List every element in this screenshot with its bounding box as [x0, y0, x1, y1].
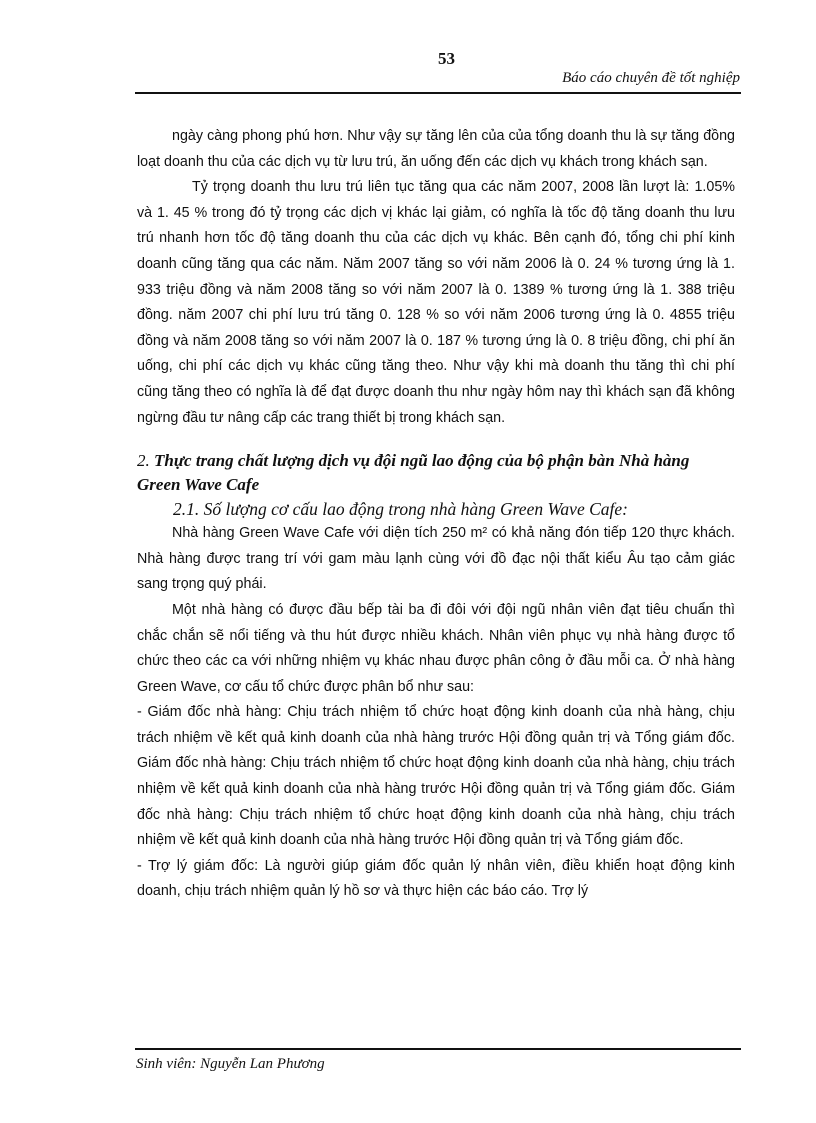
paragraph: ngày càng phong phú hơn. Như vậy sự tăng lên của của tổng doanh thu là sự tăng đồng loạt doanh thu của các dịch vụ từ lưu trú, ăn uống đến các dịch vụ khách trong khách sạn. — [137, 128, 735, 170]
header-title: Báo cáo chuyên đề tốt nghiệp — [562, 70, 740, 86]
paragraph: - Trợ lý giám đốc: Là người giúp giám đốc quản lý nhân viên, điều khiển hoạt động kinh doanh, chịu trách nhiệm quản lý hồ sơ và thực hiện các báo cáo. Trợ lý — [137, 857, 735, 900]
paragraph: Một nhà hàng có được đầu bếp tài ba đi đôi với đội ngũ nhân viên đạt tiêu chuẩn thì chắc chắn sẽ nổi tiếng và thu hút được nhiều khách. Nhân viên phục vụ nhà hàng được tổ chức theo các ca với những nhiệm vụ khác nhau được phân công ở đầu mỗi ca. Ở nhà hàng Green Wave, cơ cấu tổ chức được phân bổ như sau: — [137, 601, 735, 695]
document-body — [137, 124, 735, 905]
header-rule — [135, 92, 741, 94]
subsection-heading: 2.1. Số lượng cơ cấu lao động trong nhà hàng Green Wave Cafe: — [173, 499, 628, 520]
page-number: 53 — [438, 49, 455, 68]
section-number: 2. — [137, 451, 150, 471]
paragraph: - Giám đốc nhà hàng: Chịu trách nhiệm tổ chức hoạt động kinh doanh của nhà hàng, chịu trách nhiệm về kết quả kinh doanh của nhà hàng trước Hội đồng quản trị và Tổng giám đốc. Giám đốc nhà hàng: Chịu trách nhiệm tổ chức hoạt động kinh doanh của nhà hàng, chịu trách nhiệm về kết quả kinh doanh của nhà hàng trước Hội đồng quản trị và Tổng giám đốc. Giám đốc nhà hàng: Chịu trách nhiệm tổ chức hoạt động kinh doanh của nhà hàng, chịu trách nhiệm về kết quả kinh doanh của nhà hàng trước Hội đồng quản trị và Tổng giám đốc. — [137, 704, 735, 849]
paragraph: Tỷ trọng doanh thu lưu trú liên tục tăng qua các năm 2007, 2008 lần lượt là: 1.05% và 1. 45 % trong đó tỷ trọng các dịch vị khác lại giảm, có nghĩa là tốc độ tăng doanh thu lưu trú nhanh hơn tốc độ tăng doanh thu của các dịch vụ khác. Bên cạnh đó, tổng chi phí kinh doanh cũng tăng qua các năm. Năm 2007 tăng so với năm 2006 là 0. 24 % tương ứng là 1. 933 triệu đồng và năm 2008 tăng so với năm 2007 là 0. 1389 % tương ứng là 1. 388 triệu đồng. năm 2007 chi phí lưu trú tăng 0. 128 % so với năm 2006 tương ứng là 0. 4855 triệu đồng và năm 2008 tăng so với năm 2007 là 0. 187 % tương ứng là 0. 8 triệu đồng, chi phí ăn uống, chi phí các dịch vụ khác cũng tăng theo. Như vậy khi mà doanh thu tăng thì chi phí cũng tăng theo có nghĩa là để đạt được doanh thu như ngày hôm nay thì khách sạn đã không ngừng đầu tư nâng cấp các trang thiết bị trong khách sạn. — [137, 179, 735, 426]
paragraph: Nhà hàng Green Wave Cafe với diện tích 250 m² có khả năng đón tiếp 120 thực khách. Nhà hàng được trang trí với gam màu lạnh cùng với đồ đạc nội thất kiểu Âu tạo cảm giác sang trọng quý phái. — [137, 525, 735, 593]
footer-rule — [135, 1048, 741, 1050]
section-title: Thực trang chất lượng dịch vụ đội ngũ lao động của bộ phận bàn Nhà hàng Green Wave Cafe — [137, 451, 690, 495]
footer-student: Sinh viên: Nguyễn Lan Phương — [136, 1056, 325, 1072]
section-heading — [137, 449, 735, 497]
